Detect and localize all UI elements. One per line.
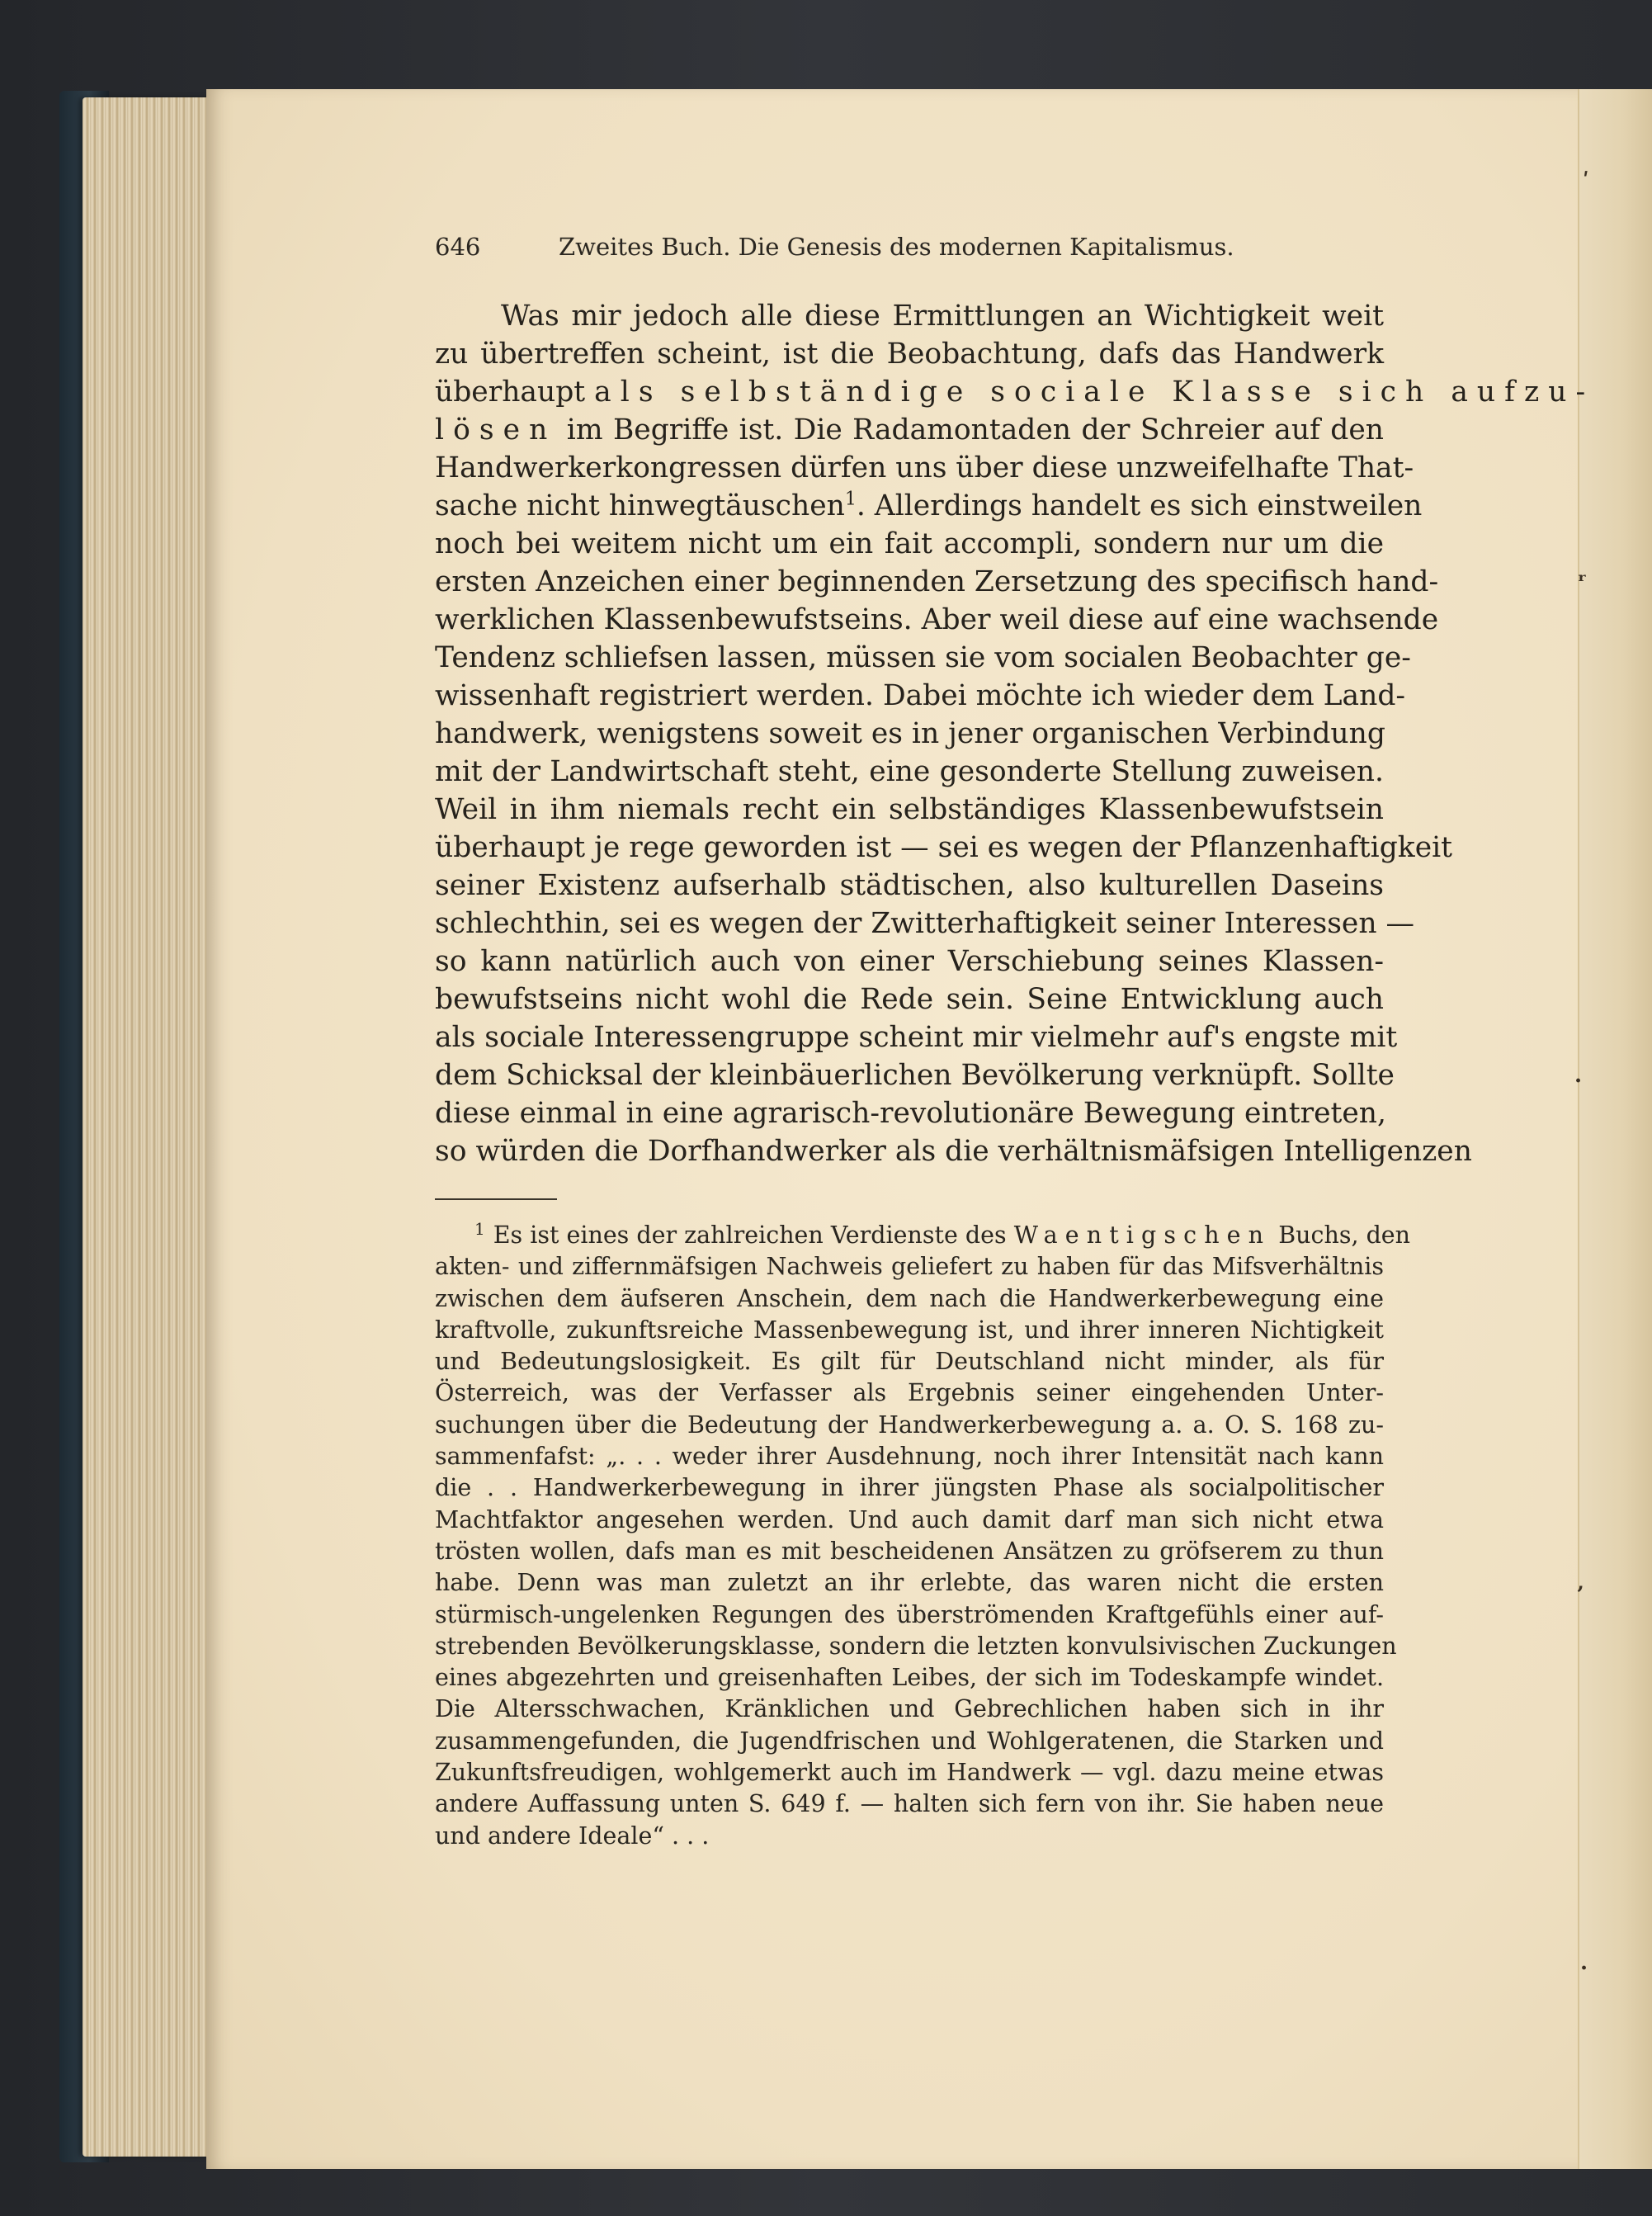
footnote-line: und andere Ideale“ . . . [435,1821,710,1850]
running-head [435,233,1260,266]
text-fragment: sache nicht hinwegtäuschen [435,489,845,522]
text-line: zu übertreffen scheint, ist die Beobachtung, dafs das Handwerk [435,338,1384,371]
page-number: 646 [435,233,481,261]
text-fragment: Buchs, den [1278,1221,1411,1249]
footnote-line: suchungen über die Bedeutung der Handwerkerbewegung a. a. O. S. 168 zu- [435,1410,1384,1439]
text-line: so würden die Dorfhandwerker als die verhältnismäfsigen Intelligenzen [435,1135,1472,1168]
footnote-line: kraftvolle, zukunftsreiche Massenbewegung ist, und ihrer inneren Nichtigkeit [435,1316,1384,1344]
text-line: so kann natürlich auch von einer Verschiebung seines Klassen- [435,945,1384,978]
margin-speck: ʼ [1576,1583,1584,1608]
text-fragment: . Allerdings handelt es sich einstweilen [856,489,1423,522]
footnote-line: Österreich, was der Verfasser als Ergebnis seiner eingehenden Unter- [435,1379,1384,1407]
footnote-line: habe. Denn was man zuletzt an ihr erlebte, das waren nicht die ersten [435,1569,1384,1597]
footnote-line: eines abgezehrten und greisenhaften Leibes, der sich im Todeskampfe windet. [435,1664,1384,1692]
text-fragment: überhaupt [435,376,586,409]
emphasized-name: Waentigschen [1013,1221,1272,1249]
text-line: seiner Existenz aufserhalb städtischen, also kulturellen Daseins [435,869,1384,902]
text-line: schlechthin, sei es wegen der Zwitterhaftigkeit seiner Interessen — [435,907,1415,940]
margin-speck: · [1580,1956,1588,1981]
running-title: Zweites Buch. Die Genesis des modernen Kapitalismus. [559,233,1234,261]
text-line [435,411,1384,449]
text-line: Was mir jedoch alle diese Ermittlungen an Wichtigkeit weit [501,300,1384,333]
text-line: als sociale Interessengruppe scheint mir vielmehr auf's engste mit [435,1021,1398,1054]
text-line: diese einmal in eine agrarisch-revolutionäre Bewegung eintreten, [435,1097,1386,1130]
margin-speck: ʹ [1583,169,1589,194]
text-line [435,373,1595,411]
text-line: dem Schicksal der kleinbäuerlichen Bevölkerung verknüpft. Sollte [435,1059,1395,1092]
footnote-line [435,1218,1411,1251]
main-text [435,297,1595,1170]
footnote-line: die . . Handwerkerbewegung in ihrer jüngsten Phase als socialpolitischer [435,1474,1384,1502]
footnote-line: trösten wollen, dafs man es mit bescheidenen Ansätzen zu gröfserem zu thun [435,1537,1384,1565]
emphasized-phrase: lösen [435,413,557,447]
footnote [435,1218,1411,1852]
footnote-line: Die Altersschwachen, Kränklichen und Gebrechlichen haben sich in ihr [435,1695,1384,1723]
footnote-line: sammenfafst: „. . . weder ihrer Ausdehnung, noch ihrer Intensität nach kann [435,1443,1384,1471]
footnote-line: strebenden Bevölkerungsklasse, sondern die letzten konvulsivischen Zuckungen [435,1632,1397,1660]
footnote-line: Machtfaktor angesehen werden. Und auch damit darf man sich nicht etwa [435,1505,1384,1533]
margin-speck: ʳ [1578,569,1587,594]
footnote-line: andere Auffassung unten S. 649 f. — halten sich fern von ihr. Sie haben neue [435,1790,1384,1818]
margin-speck: · [1574,1069,1583,1094]
text-line: Handwerkerkongressen dürfen uns über diese unzweifelhafte That- [435,451,1414,484]
text-fragment: Es ist eines der zahlreichen Verdienste des [493,1221,1007,1249]
text-fragment: im Begriffe ist. Die Radamontaden der Schreier auf den [566,413,1384,447]
footnote-line: stürmisch-ungelenken Regungen des überströmenden Kraftgefühls einer auf- [435,1600,1384,1628]
text-line: wissenhaft registriert werden. Dabei möchte ich wieder dem Land- [435,679,1406,712]
text-line: überhaupt je rege geworden ist — sei es wegen der Pflanzenhaftigkeit [435,831,1453,864]
page-stack-edge [83,97,223,2157]
text-line [435,487,1423,525]
footnote-reference: 1 [844,489,857,510]
text-line: Weil in ihm niemals recht ein selbständiges Klassenbewufstsein [435,793,1384,826]
text-line: ersten Anzeichen einer beginnenden Zersetzung des specifisch hand- [435,565,1439,598]
footnote-line: und Bedeutungslosigkeit. Es gilt für Deutschland nicht minder, als für [435,1348,1384,1376]
footnote-separator [435,1198,557,1200]
footnote-line: zusammengefunden, die Jugendfrischen und Wohlgeratenen, die Starken und [435,1727,1384,1755]
emphasized-phrase: als selbständige sociale Klasse sich aufzu- [594,376,1595,409]
text-line: noch bei weitem nicht um ein fait accompli, sondern nur um die [435,527,1384,560]
footnote-line: zwischen dem äufseren Anschein, dem nach die Handwerkerbewegung eine [435,1284,1384,1312]
text-line: Tendenz schliefsen lassen, müssen sie vom socialen Beobachter ge- [435,641,1411,674]
footnote-line: akten- und ziffernmäfsigen Nachweis geliefert zu haben für das Mifsverhältnis [435,1253,1384,1281]
footnote-line: Zukunftsfreudigen, wohlgemerkt auch im Handwerk — vgl. dazu meine etwas [435,1759,1384,1787]
text-line: mit der Landwirtschaft steht, eine gesonderte Stellung zuweisen. [435,755,1384,788]
text-line: handwerk, wenigstens soweit es in jener organischen Verbindung [435,717,1385,750]
text-line: werklichen Klassenbewufstseins. Aber weil diese auf eine wachsende [435,603,1439,636]
footnote-marker: 1 [474,1218,485,1239]
text-line: bewufstseins nicht wohl die Rede sein. Seine Entwicklung auch [435,983,1384,1016]
